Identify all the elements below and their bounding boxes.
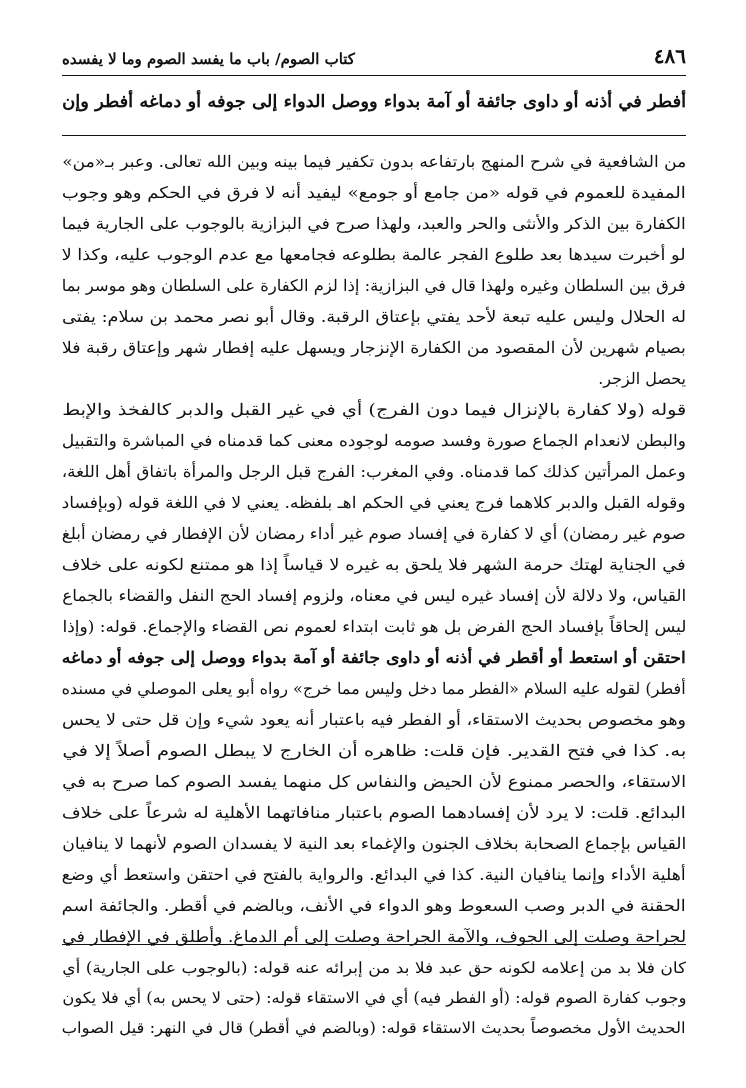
footnote-line: كان فلا بد من إعلامه لكونه حق عبد فلا بد من إبرائه عنه قوله: (بالوجوب على الجارية) أي bbox=[62, 959, 686, 977]
commentary-line: الاستقاء، والحصر ممنوع لأن الحيض والنفاس كل منهما يفسد الصوم كما صرح به في bbox=[62, 772, 686, 791]
commentary-line: من الشافعية في شرح المنهج بارتفاعه بدون تكفير فيما بينه وبين الله تعالى. وعبر بـ«من» bbox=[62, 152, 686, 171]
commentary-line: في الجناية لهتك حرمة الشهر فلا يلحق به غيره لا قياساً إذا هو ممتنع لكونه على خلاف bbox=[62, 555, 686, 574]
commentary-line: لجراحة وصلت إلى الجوف، والآمة الجراحة وصلت إلى أم الدماغ. وأطلق في الإفطار في bbox=[62, 927, 686, 946]
commentary-line: بصيام شهرين لأن المقصود من الكفارة الإنزجار ويسهل عليه إفطار شهر وإعتاق رقبة فلا bbox=[62, 338, 686, 357]
footnote-divider bbox=[62, 944, 686, 945]
commentary-line: أفطر) لقوله عليه السلام «الفطر مما دخل وليس مما خرج» رواه أبو يعلى الموصلي في مسنده bbox=[62, 679, 686, 698]
page-number: ٤٨٦ bbox=[653, 44, 686, 68]
commentary-line: يحصل الزجر. bbox=[598, 369, 686, 388]
commentary-line: وقوله القبل والدبر كلاهما فرج يعني في الحكم اهـ بلفظه. يعني لا في اللغة قوله (وبإفساد bbox=[62, 493, 686, 512]
header-divider bbox=[62, 75, 686, 76]
commentary-line: به. كذا في فتح القدير. فإن قلت: ظاهره أن الخارج لا يبطل الصوم أصلاً إلا في bbox=[62, 741, 686, 760]
commentary-line: القياس، ولا دلالة لأن إفساد غيره ليس في معناه، ولزوم إفساد الحج النفل والقضاء بالجماع bbox=[62, 586, 686, 605]
footnote-line: وجوب كفارة الصوم قوله: (أو الفطر فيه) أي في الاستقاء قوله: (حتى لا يحس به) أي فلا يكون bbox=[62, 989, 686, 1007]
commentary-line: أهلية الأداء وإنما ينافيان النية. كذا في البدائع. والرواية بالفتح في احتقن واستعط أي وضع bbox=[62, 865, 686, 884]
commentary-line: البدائع. قلت: لا يرد لأن إفسادهما الصوم باعتبار منافاتهما الأهلية له شرعاً على خلاف bbox=[62, 803, 686, 822]
commentary-line: القياس بإجماع الصحابة بخلاف الجنون والإغماء بعد النية لا يفسدان الصوم لأنهما لا ينافيان bbox=[62, 834, 686, 853]
running-title: كتاب الصوم/ باب ما يفسد الصوم وما لا يفسده bbox=[62, 50, 355, 68]
page-header bbox=[62, 38, 686, 68]
commentary-line: لو أخبرت سيدها بعد طلوع الفجر عالمة بطلوعه فجامعها مع عدم الوجوب عليه، وكذا لا bbox=[62, 245, 686, 264]
commentary-line: ليس إلحاقاً بإفساد الحج الفرض بل هو ثابت ابتداء لعموم نص القضاء والإجماع. قوله: (وإذا bbox=[62, 617, 686, 636]
commentary-line: احتقن أو استعط أو أقطر في أذنه أو داوى جائفة أو آمة بدواء ووصل إلى جوفه أو دماغه bbox=[62, 648, 686, 667]
footnote-line: الحديث الأول مخصوصاً بحديث الاستقاء قوله: (وبالضم في أقطر) قال في النهر: قيل الصواب bbox=[62, 1019, 686, 1037]
commentary-line: فرق بين السلطان وغيره ولهذا قال في البزازية: إذا لزم الكفارة على السلطان وهو موسر بما bbox=[62, 276, 686, 295]
commentary-line: وعمل المرأتين كذلك كما قدمناه. وفي المغرب: الفرج قبل الرجل والمرأة باتفاق أهل اللغة، bbox=[62, 462, 686, 481]
commentary-line: قوله (ولا كفارة بالإنزال فيما دون الفرج) أي في غير القبل والدبر كالفخذ والإبط bbox=[62, 400, 686, 419]
commentary-line: الكفارة بين الذكر والأنثى والحر والعبد، ولهذا صرح في البزازية بالوجوب على الجارية فيما bbox=[62, 214, 686, 233]
commentary-line: له الحلال وليس عليه تبعة لأحد يفتي بإعتاق الرقبة. وقال أبو نصر محمد بن سلام: يفتى bbox=[62, 307, 686, 326]
matn-line: أفطر في أذنه أو داوى جائفة أو آمة بدواء ووصل الدواء إلى جوفه أو دماغه أفطر وإن bbox=[62, 92, 686, 112]
commentary-line: الحقنة في الدبر وصب السعوط وهو الدواء في الأنف، وبالضم في أقطر. والجائفة اسم bbox=[62, 896, 686, 915]
commentary-line: المفيدة للعموم في قوله «من جامع أو جومع» ليفيد أنه لا فرق في الحكم وهو وجوب bbox=[62, 183, 686, 202]
commentary-line: صوم غير رمضان) أي لا كفارة في إفساد صوم غير أداء رمضان لأن الإفطار في رمضان أبلغ bbox=[62, 524, 686, 543]
commentary-line: وهو مخصوص بحديث الاستقاء، أو الفطر فيه باعتبار أنه يعود شيء وإن قل حتى لا يحس bbox=[62, 710, 686, 729]
matn-divider bbox=[62, 135, 686, 136]
commentary-line: والبطن لانعدام الجماع صورة وفسد صومه لوجوده معنى كما قدمناه في المباشرة والتقبيل bbox=[62, 431, 686, 450]
